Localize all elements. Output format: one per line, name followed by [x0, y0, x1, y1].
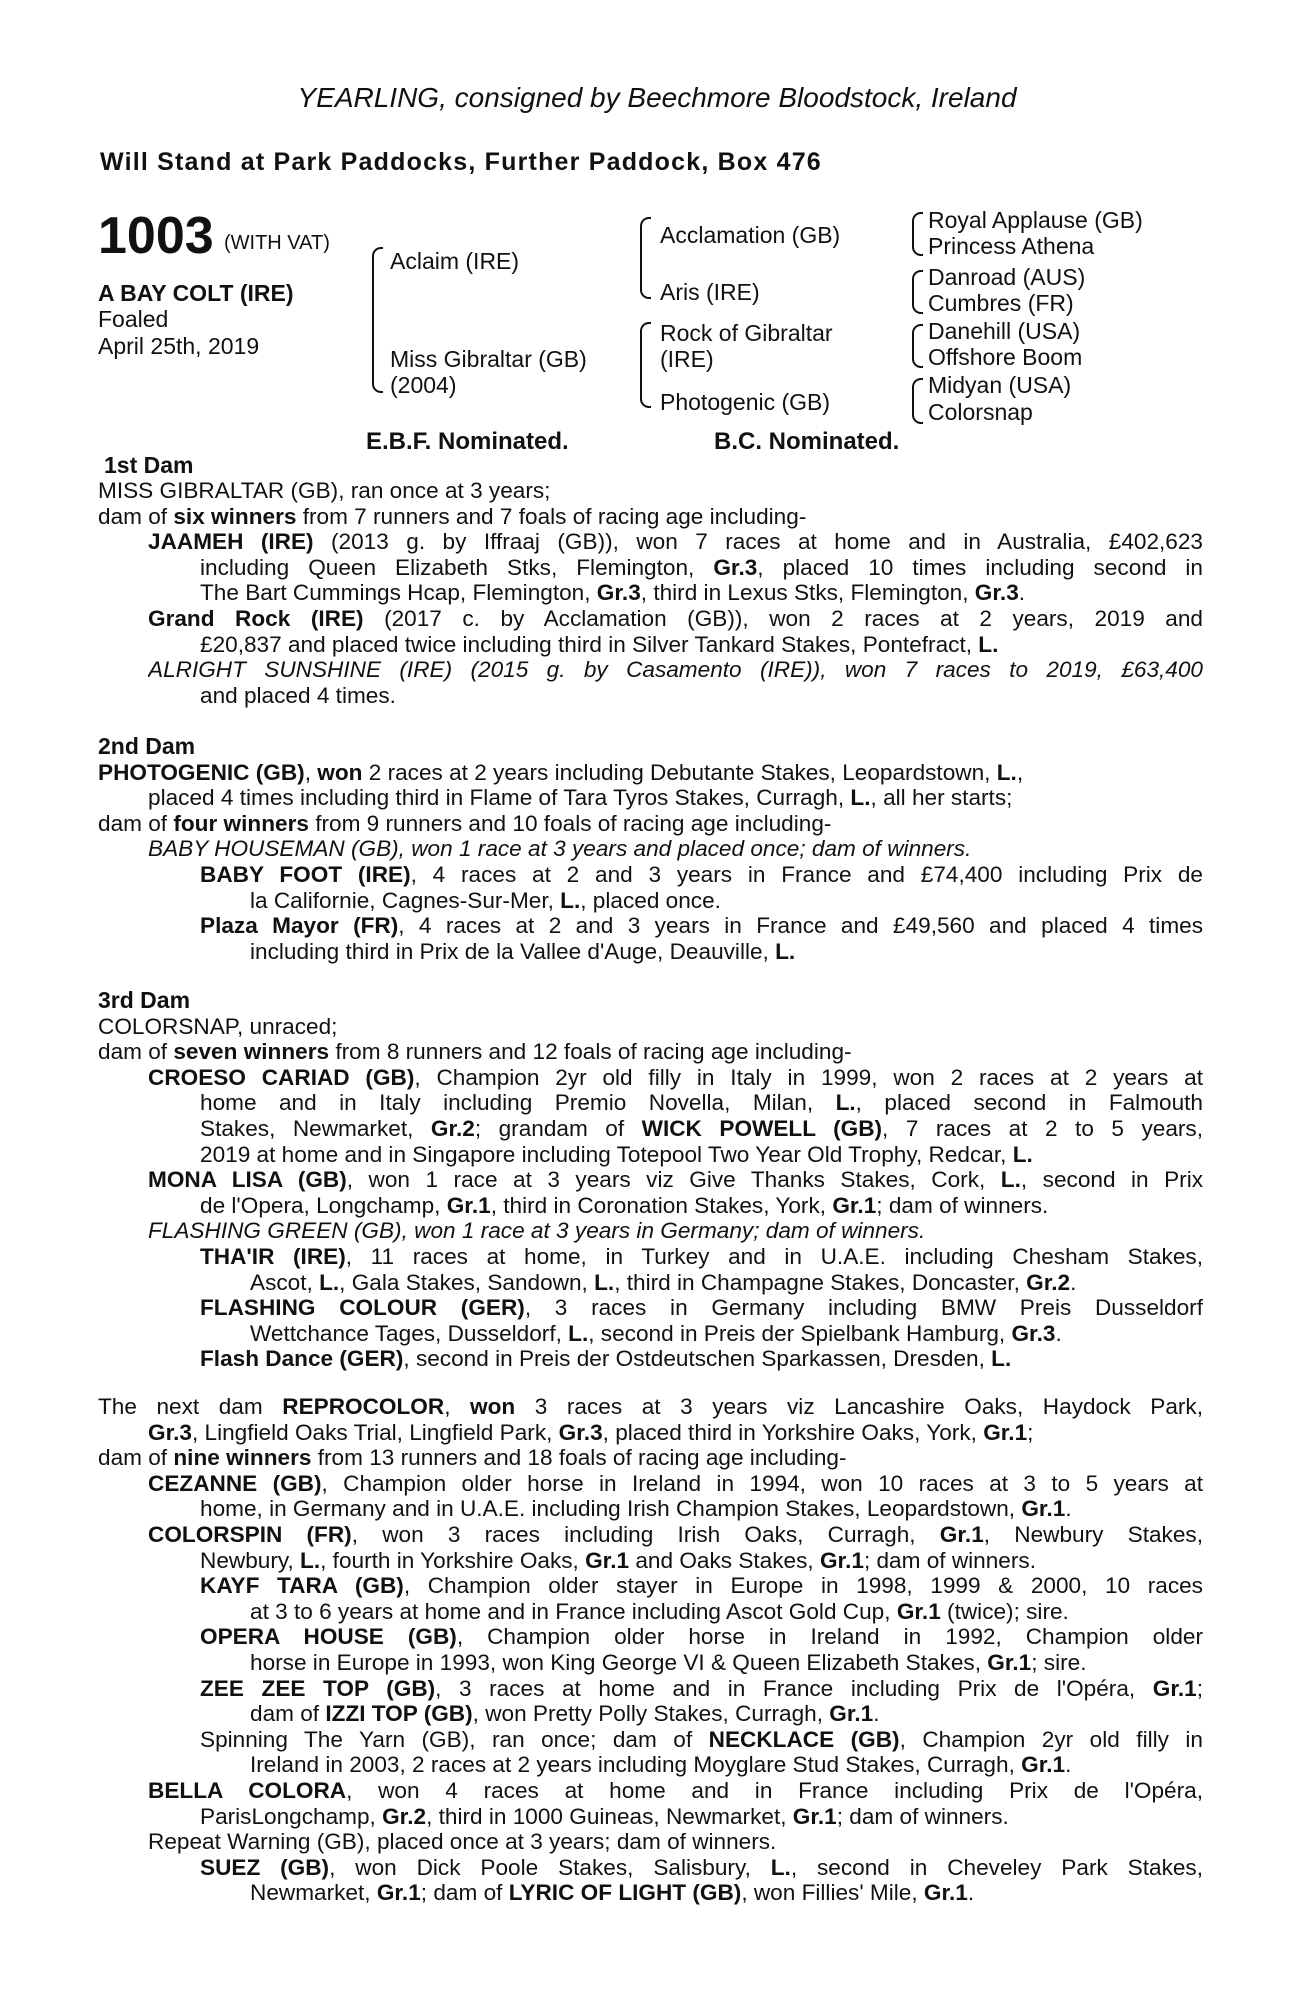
text-line: SUEZ (GB), won Dick Poole Stakes, Salisbury, L., second in Cheveley Park Stakes,: [200, 1854, 1203, 1880]
text-line: JAAMEH (IRE) (2013 g. by Iffraaj (GB)), won 7 races at home and in Australia, £402,623: [148, 529, 1203, 555]
text-line: FLASHING GREEN (GB), won 1 race at 3 years in Germany; dam of winners.: [148, 1218, 926, 1244]
text-line: MISS GIBRALTAR (GB), ran once at 3 years;: [98, 478, 551, 503]
horse-name: PHOTOGENIC (GB): [98, 759, 305, 785]
pedigree-dam: Miss Gibraltar (GB): [390, 346, 587, 372]
horse-name: JAAMEH (IRE): [148, 529, 314, 555]
pedigree-g1: Royal Applause (GB): [928, 207, 1143, 233]
text-line: COLORSNAP, unraced;: [98, 1013, 338, 1039]
pedigree-sire-sire: Acclamation (GB): [660, 222, 841, 248]
horse-name: FLASHING COLOUR (GER): [200, 1295, 525, 1321]
text-line: home and in Italy including Premio Novella, Milan, L., placed second in Falmouth: [200, 1090, 1203, 1116]
text-line: KAYF TARA (GB), Champion older stayer in Europe in 1998, 1999 & 2000, 10 races: [200, 1573, 1203, 1599]
stand-location: Will Stand at Park Paddocks, Further Paddock, Box 476: [100, 148, 822, 176]
second-dam-heading: 2nd Dam: [98, 733, 196, 759]
text-line: MONA LISA (GB), won 1 race at 3 years viz Give Thanks Stakes, Cork, L., second in Prix: [148, 1167, 1203, 1193]
first-dam-section: [98, 478, 1203, 708]
text-line: THA'IR (IRE), 11 races at home, in Turkey and in U.A.E. including Chesham Stakes,: [200, 1243, 1203, 1269]
text-line: COLORSPIN (FR), won 3 races including Irish Oaks, Curragh, Gr.1, Newbury Stakes,: [148, 1521, 1203, 1547]
horse-name: COLORSPIN (FR): [148, 1521, 352, 1547]
horse-name: MONA LISA (GB): [148, 1167, 347, 1193]
text-line: placed 4 times including third in Flame of Tara Tyros Stakes, Curragh, L., all her starts;: [148, 785, 1013, 811]
text-line: dam of four winners from 9 runners and 10 foals of racing age including-: [98, 810, 832, 836]
second-dam-section: [98, 734, 1203, 964]
brace: [640, 217, 651, 299]
horse-name: CROESO CARIAD (GB): [148, 1064, 415, 1090]
text-line: including third in Prix de la Vallee d'Auge, Deauville, L.: [250, 938, 796, 964]
text-line: CEZANNE (GB), Champion older horse in Ireland in 1994, won 10 races at 3 to 5 years at: [148, 1470, 1203, 1496]
text-line: BABY FOOT (IRE), 4 races at 2 and 3 years in France and £74,400 including Prix de: [200, 861, 1203, 887]
brace: [912, 212, 923, 256]
horse-name: Flash Dance (GER): [200, 1346, 404, 1372]
text-line: dam of seven winners from 8 runners and 12 foals of racing age including-: [98, 1039, 852, 1065]
text-line: Repeat Warning (GB), placed once at 3 years; dam of winners.: [148, 1829, 777, 1855]
foaled-date: April 25th, 2019: [98, 333, 260, 359]
text-line: Ireland in 2003, 2 races at 2 years including Moyglare Stud Stakes, Curragh, Gr.1.: [250, 1752, 1072, 1778]
text-line: Gr.3, Lingfield Oaks Trial, Lingfield Park, Gr.3, placed third in Yorkshire Oaks, York, Gr.1;: [148, 1419, 1034, 1445]
horse-name: IZZI TOP (GB): [325, 1701, 473, 1727]
horse-name: Plaza Mayor (FR): [200, 913, 399, 939]
pedigree-dam-sire: Rock of Gibraltar: [660, 320, 833, 346]
horse-name: BABY FOOT (IRE): [200, 861, 411, 887]
pedigree-g3: Danroad (AUS): [928, 264, 1086, 290]
text-line: BABY HOUSEMAN (GB), won 1 race at 3 years and placed once; dam of winners.: [148, 836, 972, 862]
text-line: including Queen Elizabeth Stks, Flemington, Gr.3, placed 10 times including second in: [200, 554, 1203, 580]
horse-name: LYRIC OF LIGHT (GB): [508, 1880, 742, 1906]
vat-note: (WITH VAT): [224, 232, 330, 254]
pedigree-g5: Danehill (USA): [928, 318, 1081, 344]
pedigree-sire-dam: Aris (IRE): [660, 279, 760, 305]
brace: [912, 378, 923, 424]
brace: [912, 270, 923, 314]
lot-description: A BAY COLT (IRE): [98, 280, 294, 306]
text-line: FLASHING COLOUR (GER), 3 races in Germany including BMW Preis Dusseldorf: [200, 1295, 1203, 1321]
horse-name: THA'IR (IRE): [200, 1243, 346, 1269]
text-line: ZEE ZEE TOP (GB), 3 races at home and in France including Prix de l'Opéra, Gr.1;: [200, 1675, 1203, 1701]
pedigree-dam-sire-country: (IRE): [660, 346, 714, 372]
text-line: BELLA COLORA, won 4 races at home and in France including Prix de l'Opéra,: [148, 1777, 1203, 1803]
first-dam-heading: 1st Dam: [104, 452, 194, 478]
text-line: home, in Germany and in U.A.E. including Irish Champion Stakes, Leopardstown, Gr.1.: [200, 1496, 1072, 1522]
text-line: dam of six winners from 7 runners and 7 foals of racing age including-: [98, 503, 807, 529]
pedigree-dam-dam: Photogenic (GB): [660, 389, 831, 415]
text-line: Newbury, L., fourth in Yorkshire Oaks, Gr.1 and Oaks Stakes, Gr.1; dam of winners.: [200, 1547, 1036, 1573]
text-line: Plaza Mayor (FR), 4 races at 2 and 3 years in France and £49,560 and placed 4 times: [200, 913, 1203, 939]
text-line: Wettchance Tages, Dusseldorf, L., second in Preis der Spielbank Hamburg, Gr.3.: [250, 1320, 1062, 1346]
pedigree-g4: Cumbres (FR): [928, 290, 1074, 316]
lot-number: 1003: [98, 207, 214, 265]
text-line: 2019 at home and in Singapore including Totepool Two Year Old Trophy, Redcar, L.: [200, 1141, 1033, 1167]
text-line: £20,837 and placed twice including third in Silver Tankard Stakes, Pontefract, L.: [200, 631, 999, 657]
brace: [372, 247, 383, 393]
brace: [912, 324, 923, 368]
text-line: The Bart Cummings Hcap, Flemington, Gr.3, third in Lexus Stks, Flemington, Gr.3.: [200, 580, 1026, 606]
ebf-nominated: E.B.F. Nominated.: [366, 428, 569, 455]
text-line: de l'Opera, Longchamp, Gr.1, third in Coronation Stakes, York, Gr.1; dam of winners.: [200, 1192, 1049, 1218]
text-line: la Californie, Cagnes-Sur-Mer, L., placed once.: [250, 887, 721, 913]
bc-nominated: B.C. Nominated.: [714, 428, 900, 455]
horse-name: Grand Rock (IRE): [148, 605, 364, 631]
text-line: at 3 to 6 years at home and in France including Ascot Gold Cup, Gr.1 (twice); sire.: [250, 1598, 1069, 1624]
pedigree-g6: Offshore Boom: [928, 344, 1083, 370]
horse-name: OPERA HOUSE (GB): [200, 1624, 457, 1650]
text-line: Grand Rock (IRE) (2017 c. by Acclamation (GB)), won 2 races at 2 years, 2019 and: [148, 605, 1203, 631]
pedigree-g2: Princess Athena: [928, 233, 1095, 259]
third-dam-heading: 3rd Dam: [98, 987, 191, 1013]
brace: [640, 322, 651, 408]
horse-name: REPROCOLOR: [282, 1394, 445, 1419]
text-line: and placed 4 times.: [200, 682, 396, 708]
text-line: dam of IZZI TOP (GB), won Pretty Polly Stakes, Curragh, Gr.1.: [250, 1701, 880, 1727]
text-line: The next dam REPROCOLOR, won 3 races at 3 years viz Lancashire Oaks, Haydock Park,: [98, 1394, 1203, 1419]
next-dam-section: [98, 1394, 1203, 1906]
text-line: OPERA HOUSE (GB), Champion older horse in Ireland in 1992, Champion older: [200, 1624, 1203, 1650]
horse-name: ZEE ZEE TOP (GB): [200, 1675, 436, 1701]
pedigree-dam-year: (2004): [390, 372, 457, 398]
text-line: Spinning The Yarn (GB), ran once; dam of NECKLACE (GB), Champion 2yr old filly in: [200, 1726, 1203, 1752]
text-line: dam of nine winners from 13 runners and 18 foals of racing age including-: [98, 1445, 847, 1471]
text-line: Stakes, Newmarket, Gr.2; grandam of WICK POWELL (GB), 7 races at 2 to 5 years,: [200, 1115, 1203, 1141]
text-line: horse in Europe in 1993, won King George VI & Queen Elizabeth Stakes, Gr.1; sire.: [250, 1649, 1087, 1675]
horse-name: CEZANNE (GB): [148, 1470, 322, 1496]
text-line: Newmarket, Gr.1; dam of LYRIC OF LIGHT (GB), won Fillies' Mile, Gr.1.: [250, 1880, 975, 1906]
text-line: PHOTOGENIC (GB), won 2 races at 2 years including Debutante Stakes, Leopardstown, L.,: [98, 759, 1024, 785]
horse-name: SUEZ (GB): [200, 1854, 330, 1880]
pedigree-sire: Aclaim (IRE): [390, 248, 520, 274]
text-line: ParisLongchamp, Gr.2, third in 1000 Guineas, Newmarket, Gr.1; dam of winners.: [200, 1803, 1009, 1829]
text-line: Flash Dance (GER), second in Preis der Ostdeutschen Sparkassen, Dresden, L.: [200, 1346, 1012, 1372]
horse-name: KAYF TARA (GB): [200, 1573, 404, 1599]
horse-name: BELLA COLORA: [148, 1777, 347, 1803]
foaled-label: Foaled: [98, 306, 169, 332]
horse-name: NECKLACE (GB): [708, 1726, 900, 1752]
third-dam-section: [98, 988, 1203, 1372]
pedigree-g8: Colorsnap: [928, 399, 1033, 425]
page-title: YEARLING, consigned by Beechmore Bloodstock, Ireland: [297, 82, 1017, 113]
pedigree-g7: Midyan (USA): [928, 372, 1072, 398]
text-line: Ascot, L., Gala Stakes, Sandown, L., third in Champagne Stakes, Doncaster, Gr.2.: [250, 1269, 1077, 1295]
text-line: ALRIGHT SUNSHINE (IRE) (2015 g. by Casamento (IRE)), won 7 races to 2019, £63,400: [148, 657, 1203, 683]
text-line: CROESO CARIAD (GB), Champion 2yr old filly in Italy in 1999, won 2 races at 2 years at: [148, 1064, 1203, 1090]
